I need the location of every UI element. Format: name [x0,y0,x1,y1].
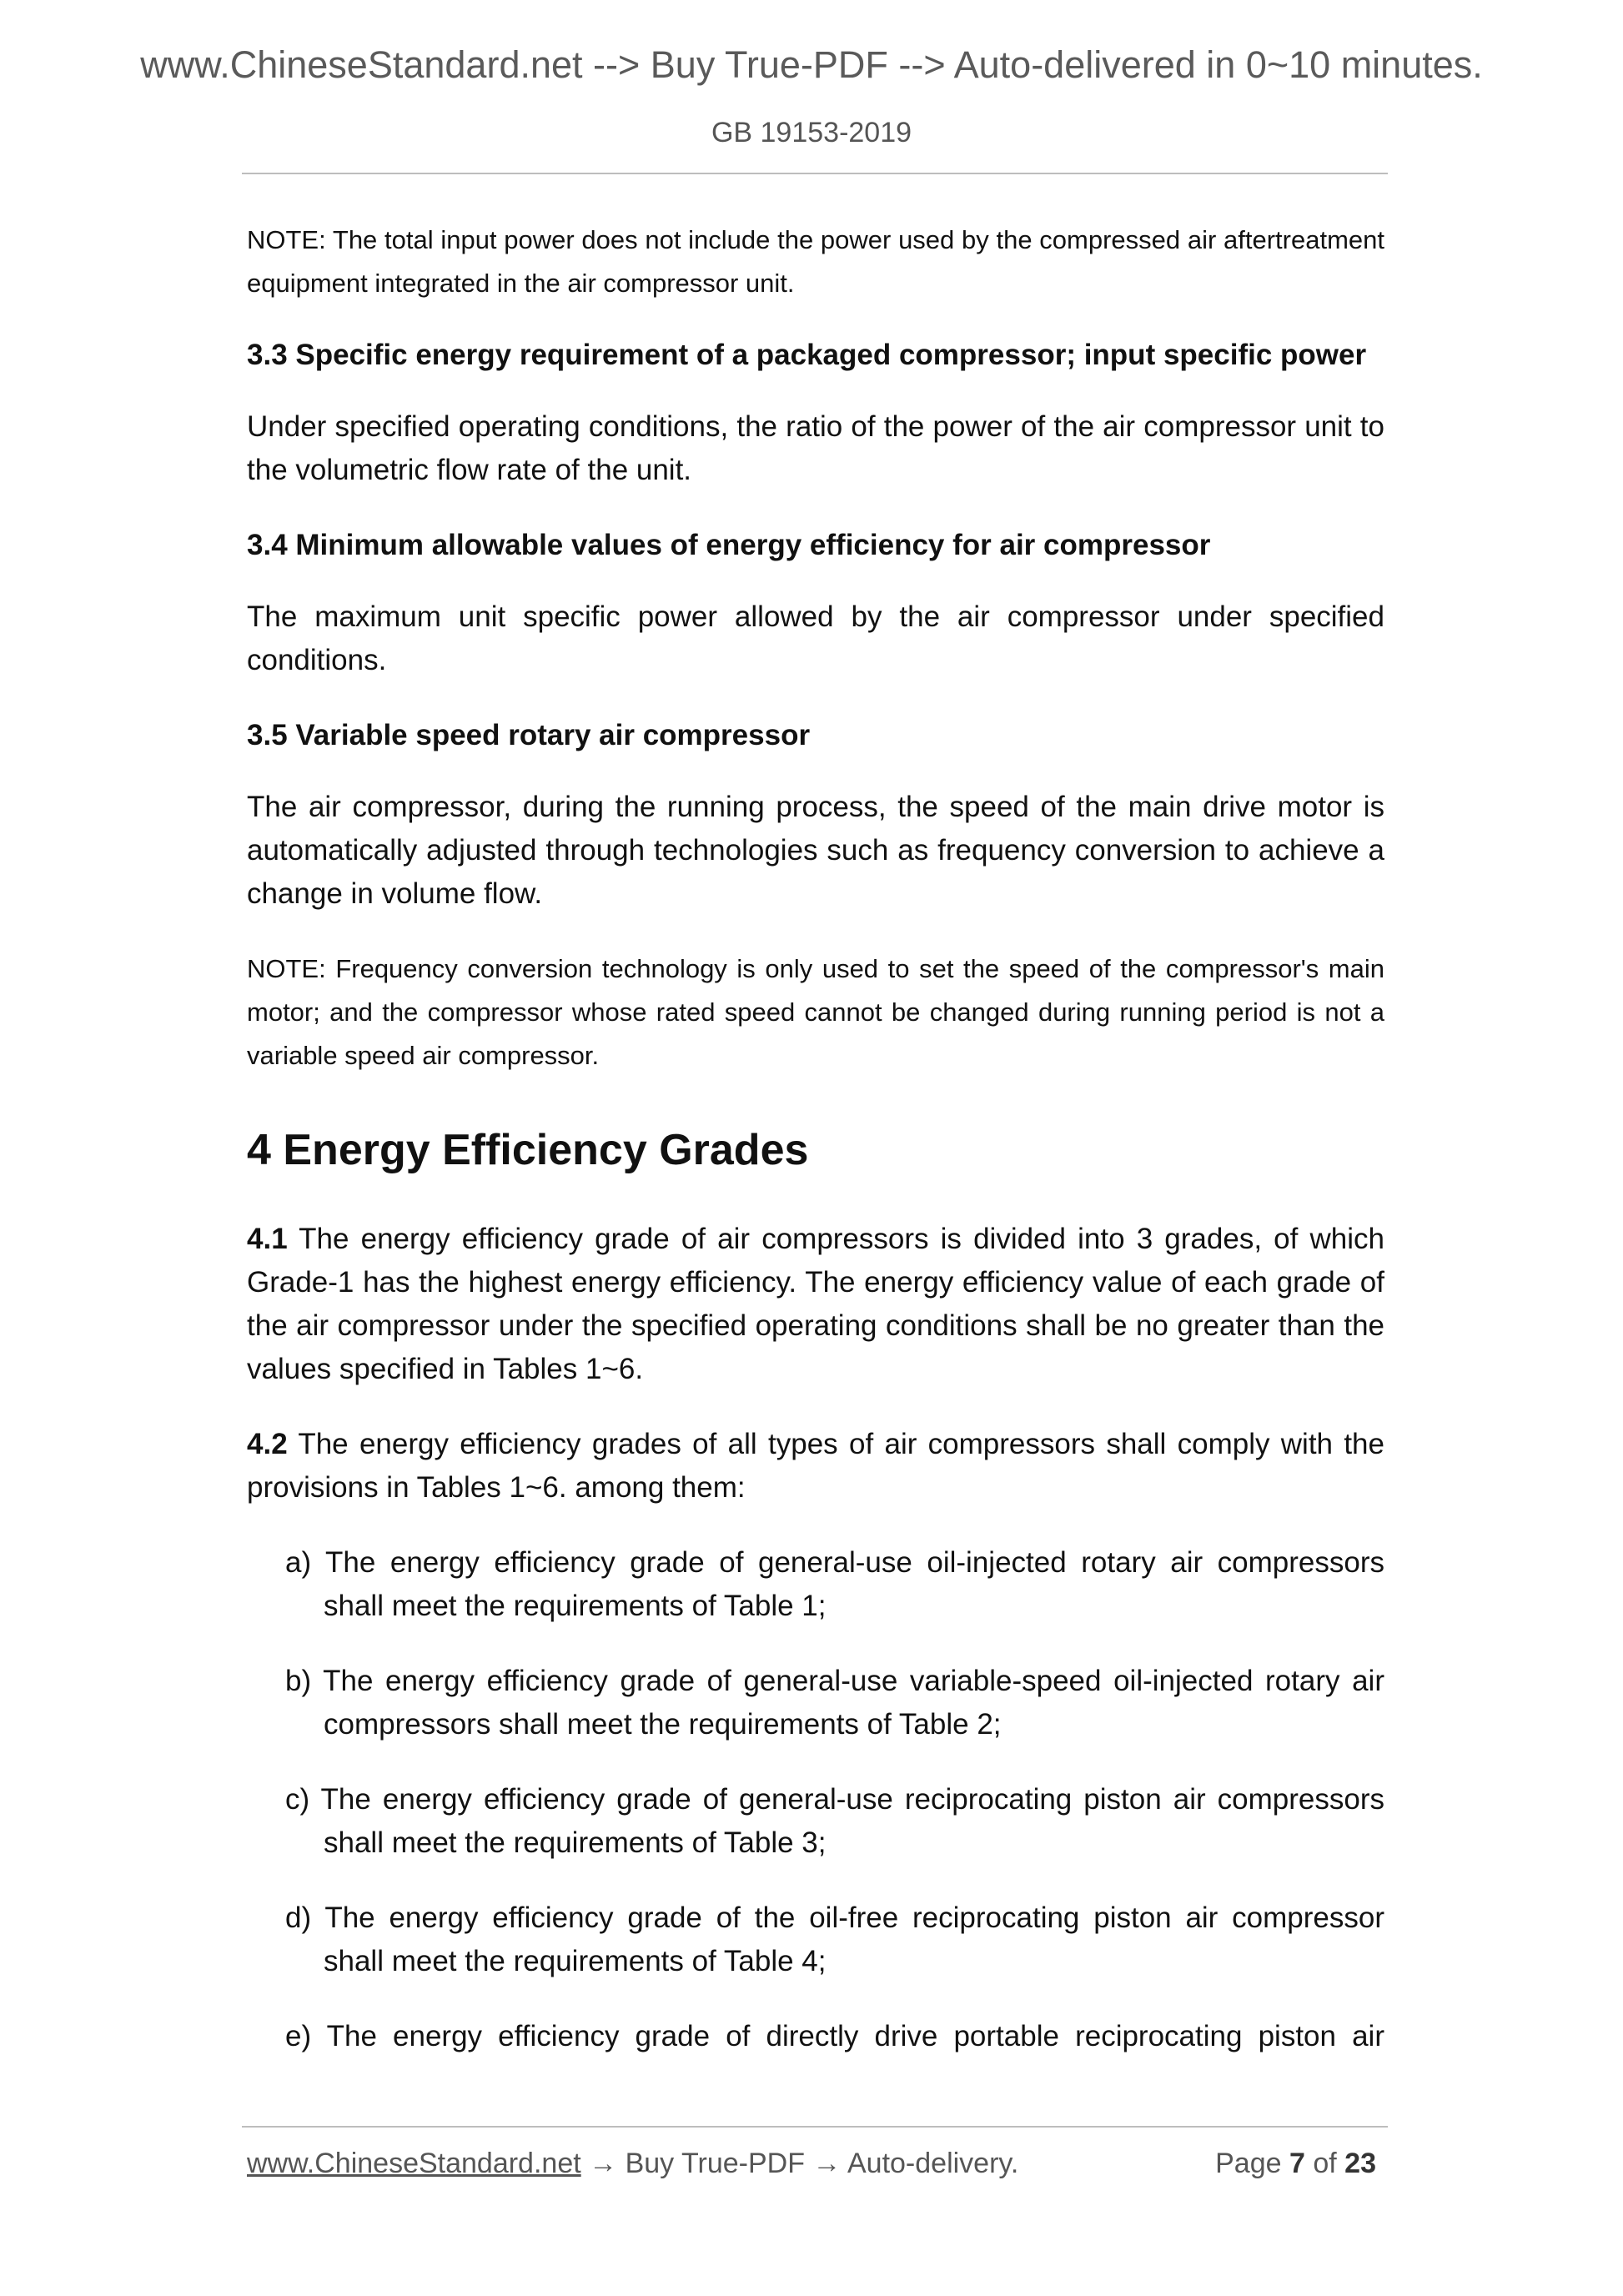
footer-left [247,2148,1018,2180]
page-label: Page [1215,2148,1282,2179]
note-total-input-power: NOTE: The total input power does not include the power used by the compressed air aftertreatment equipment integrated in the air compressor unit. [247,225,1384,298]
footer-divider [242,2126,1388,2128]
section-3-5-text: The air compressor, during the running process, the speed of the main drive motor is automatically adjusted through technologies such as frequency conversion to achieve a change in volume flow. [247,791,1384,910]
section-3-5-title: 3.5 Variable speed rotary air compressor [247,719,811,751]
section-4-title: 4 Energy Efficiency Grades [247,1126,809,1174]
section-3-3-text: Under specified operating conditions, the ratio of the power of the air compressor unit to the volumetric flow rate of the unit. [247,410,1384,486]
section-4-2-number: 4.2 [247,1428,288,1460]
section-4-2-paragraph [247,1423,1384,1510]
footer-link[interactable]: www.ChineseStandard.net [247,2148,581,2179]
page-content [247,219,1384,2090]
of-label: of [1313,2148,1337,2179]
standard-code: GB 19153-2019 [711,117,912,148]
section-3-4-text: The maximum unit specific power allowed by the air compressor under specified conditions. [247,600,1384,676]
list-item-c: c) The energy efficiency grade of general-use reciprocating piston air compressors shall meet the requirements of Table 3; [285,1783,1384,1859]
footer-tail: → Buy True-PDF → Auto-delivery. [580,2148,1019,2179]
page-number: 7 [1289,2148,1305,2179]
section-4-2-text: The energy efficiency grades of all types of air compressors shall comply with the provisions in Tables 1~6. among them: [247,1428,1384,1504]
page-indicator [1215,2148,1376,2180]
list-item-e: e) The energy efficiency grade of directly drive portable reciprocating piston air [285,2020,1384,2052]
section-3-4-title: 3.4 Minimum allowable values of energy efficiency for air compressor [247,529,1211,561]
list-item-d: d) The energy efficiency grade of the oil-free reciprocating piston air compressor shall meet the requirements of Table 4; [285,1902,1384,1977]
note-frequency-conversion: NOTE: Frequency conversion technology is only used to set the speed of the compressor's main motor; and the compressor whose rated speed cannot be changed during running period is not a variable speed air compressor. [247,954,1384,1070]
header-banner: www.ChineseStandard.net --> Buy True-PDF --> Auto-delivered in 0~10 minutes. [140,43,1483,86]
footer [247,2148,1376,2180]
section-4-1-paragraph [247,1218,1384,1391]
list-item-a: a) The energy efficiency grade of general-use oil-injected rotary air compressors shall meet the requirements of Table 1; [285,1546,1384,1622]
section-4-1-text: The energy efficiency grade of air compressors is divided into 3 grades, of which Grade-1 has the highest energy efficiency. The energy efficiency value of each grade of the air compressor under the specified operating conditions shall be no greater than the values specified in Tables 1~6. [247,1223,1384,1385]
page-total: 23 [1344,2148,1376,2179]
header-divider [242,173,1388,174]
list-item-b: b) The energy efficiency grade of general-use variable-speed oil-injected rotary air compressors shall meet the requirements of Table 2; [285,1665,1384,1741]
section-3-3-title: 3.3 Specific energy requirement of a packaged compressor; input specific power [247,339,1367,371]
section-4-1-number: 4.1 [247,1223,288,1255]
